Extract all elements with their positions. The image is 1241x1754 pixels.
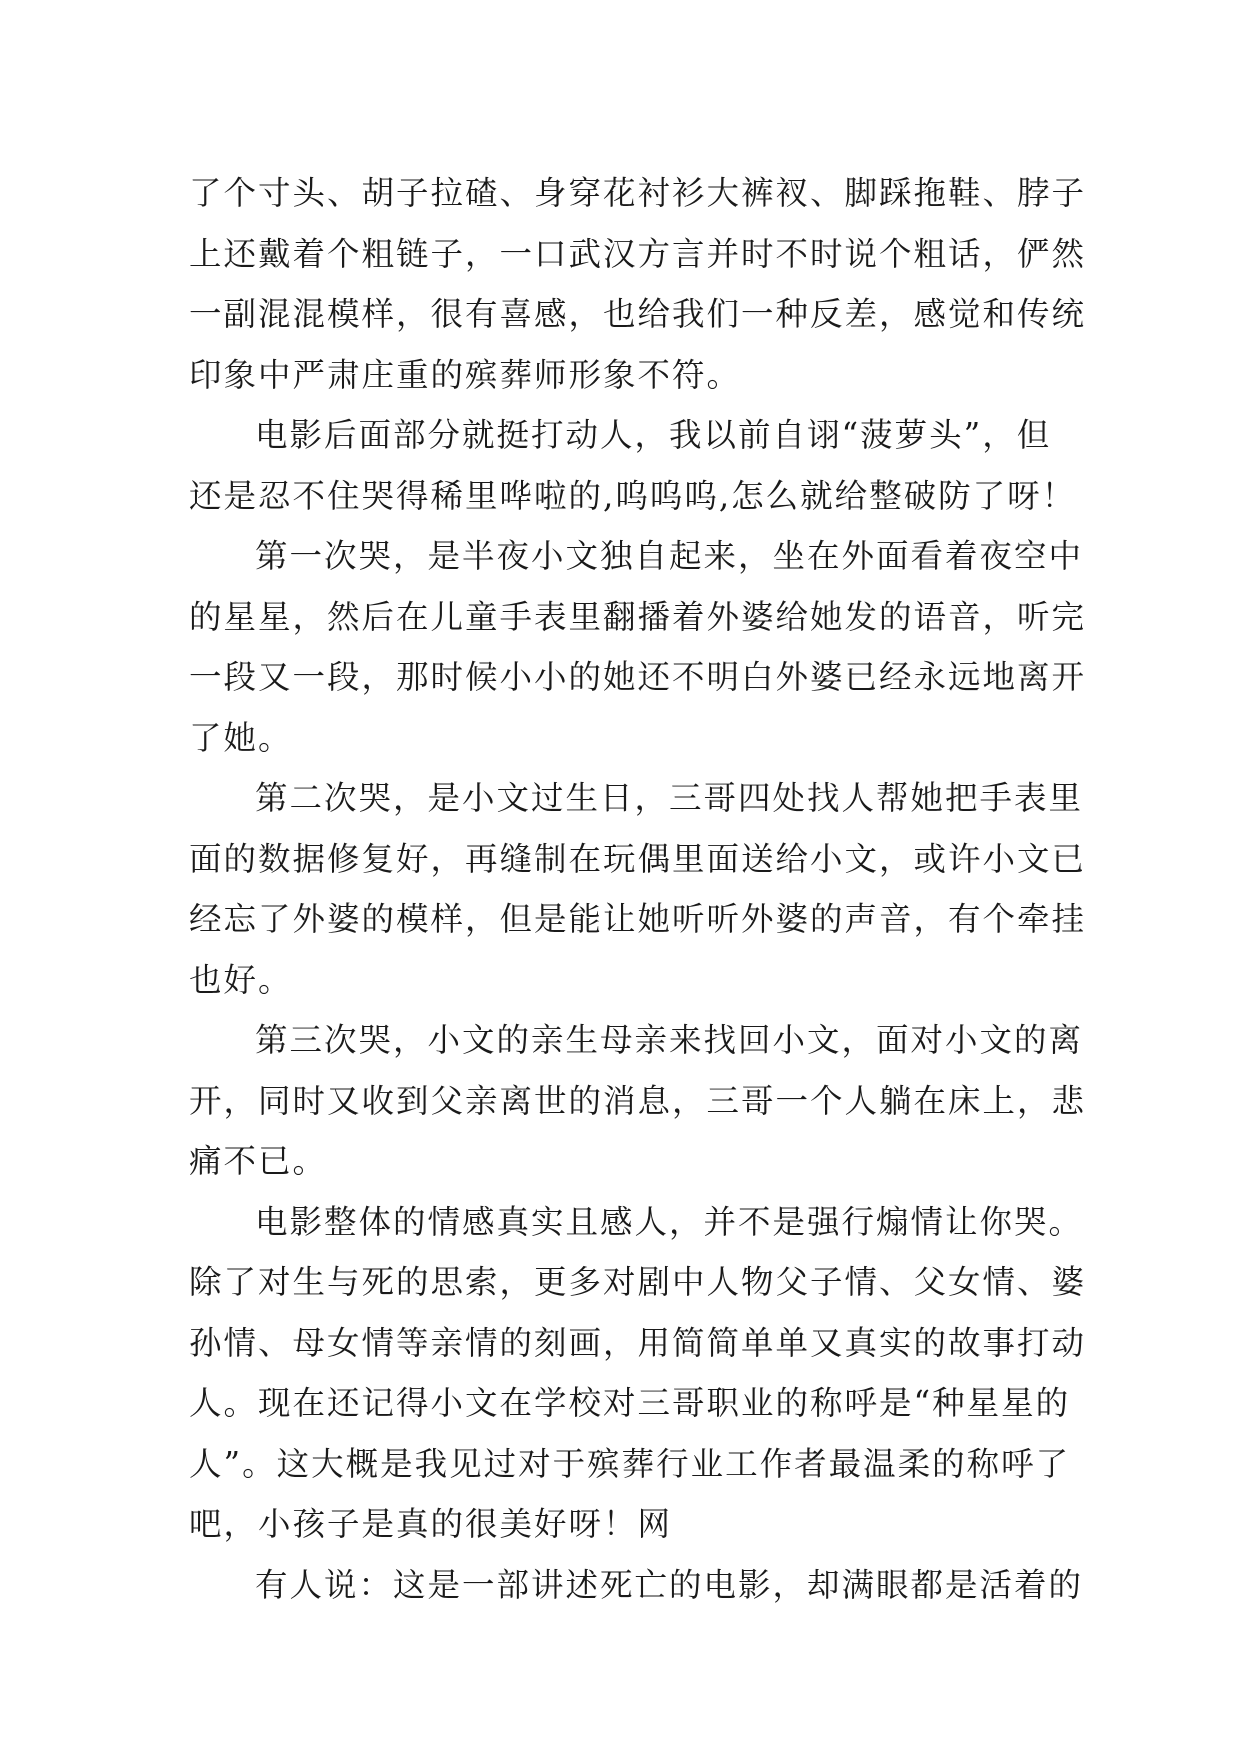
text-line: 第一次哭，是半夜小文独自起来，坐在外面看着夜空中 <box>255 537 1084 575</box>
text-line: 开，同时又收到父亲离世的消息，三哥一个人躺在床上，悲 <box>189 1081 1087 1120</box>
text-line: 除了对生与死的思索，更多对剧中人物父子情、父女情、婆 <box>189 1263 1087 1301</box>
body-text <box>189 163 1089 1615</box>
text-line: 电影后面部分就挺打动人，我以前自诩“菠萝头”，但 <box>255 416 1052 454</box>
text-line: 痛不已。 <box>189 1142 328 1180</box>
text-line: 面的数据修复好，再缝制在玩偶里面送给小文，或许小文已 <box>189 839 1087 878</box>
text-line: 了她。 <box>189 718 293 757</box>
text-line: 印象中严肃庄重的殡葬师形象不符。 <box>189 355 742 394</box>
text-line: 有人说：这是一部讲述死亡的电影，却满眼都是活着的 <box>255 1565 1084 1604</box>
text-line: 一段又一段，那时候小小的她还不明白外婆已经永远地离开 <box>189 658 1087 696</box>
text-line: 一副混混模样，很有喜感，也给我们一种反差，感觉和传统 <box>189 295 1087 333</box>
text-line: 了个寸头、胡子拉碴、身穿花衬衫大裤衩、脚踩拖鞋、脖子 <box>189 174 1087 212</box>
text-line: 经忘了外婆的模样，但是能让她听听外婆的声音，有个牵挂 <box>189 900 1087 938</box>
text-line: 还是忍不住哭得稀里哗啦的,呜呜呜,怎么就给整破防了呀！ <box>189 476 1077 515</box>
text-line: 孙情、母女情等亲情的刻画，用简简单单又真实的故事打动 <box>189 1323 1087 1362</box>
text-line: 吧，小孩子是真的很美好呀！网 <box>189 1505 673 1543</box>
text-line: 人。现在还记得小文在学校对三哥职业的称呼是“种星星的 <box>189 1384 1071 1422</box>
text-line: 也好。 <box>189 960 293 999</box>
text-line: 电影整体的情感真实且感人，并不是强行煽情让你哭。 <box>255 1202 1084 1241</box>
text-line: 第二次哭，是小文过生日，三哥四处找人帮她把手表里 <box>255 779 1084 817</box>
text-line: 的星星，然后在儿童手表里翻播着外婆给她发的语音，听完 <box>189 597 1087 636</box>
text-line: 人”。这大概是我见过对于殡葬行业工作者最温柔的称呼了 <box>189 1444 1071 1483</box>
text-line: 上还戴着个粗链子，一口武汉方言并时不时说个粗话，俨然 <box>189 234 1087 273</box>
text-line: 第三次哭，小文的亲生母亲来找回小文，面对小文的离 <box>255 1021 1084 1059</box>
